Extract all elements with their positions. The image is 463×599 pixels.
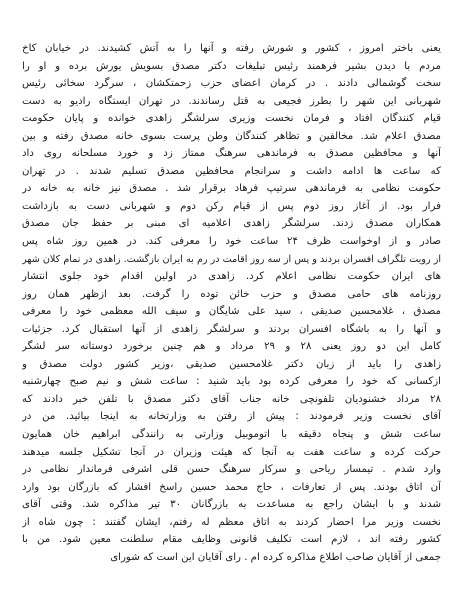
paragraph-line: ازکسانی که خود را معرفی کرده بود باید شنید : ساعت شش و نیم صبح چهارشنبه [22, 376, 441, 388]
paragraph-line: از رویت تلگراف افسران بردند و پس از سه روز اقامت در رم به ایران بازگشت. زاهدی در تمام کلان شهر [22, 253, 441, 265]
paragraph-line: ۲۸ مرداد خشنودیان تلفونچی خانه جناب آقای دکتر مصدق با تلفن خبر دادند که [22, 393, 441, 405]
paragraph-line: وارد شدم . تیمسار ریاحی و سرکار سرهنگ حسن قلی اشرفی فرماندار نظامی در [22, 464, 441, 476]
paragraph-line: آقای نخست وزیر فرمودند : پیش از رفتن به وزارتخانه به اینجا بیائید. من در [22, 411, 441, 423]
paragraph-line: جمعی از آقایان صاحب اطلاع مذاکره کرده ام . رای آقایان این است که شورای [110, 551, 441, 563]
paragraph-line: کشور رفته اند ، لازم است تکلیف قانونی وظایف مقام سلطنت معین شود. من با [22, 534, 441, 546]
paragraph-line: شدند و با ایشان راجع به مساعدت به بازرگانان ۳۰ تیر مذاکره شد. وقتی آقای [22, 499, 441, 511]
paragraph-line: شهربانی این شهر را بطرز فجیعی به قتل رساندند. در تهران ایستگاه رادیو به دست [22, 95, 441, 107]
paragraph-line: و آنها را به باشگاه افسران بردند و سرلشگر زاهدی از آنها استقبال کرد. جزئیات [22, 323, 441, 335]
paragraph-line: ساعت شش و پنجاه دقیقه با اتوموبیل وزارتی به رانندگی ابراهیم خان همایون [22, 429, 441, 441]
paragraph-line: حرکت کرده و ساعت هفت به آنجا که هیئت وزیران در آنجا تشکیل جلسه میدهند [22, 446, 441, 458]
paragraph-line: آن اتاق بودند. پس از تعارفات ، حاج محمد حسین راسخ افشار که بازرگان بود وارد [22, 481, 441, 493]
paragraph-line: فرار بود. از آغاز روز دوم پس از قیام رکن دوم و شهربانی دست به بازداشت [22, 200, 441, 212]
paragraph-line: زاهدی را باید از زبان دکتر غلامحسین صدیقی ،وزیر کشور دولت مصدق و [22, 358, 441, 370]
paragraph-line: صادر و از اوخواست ظرف ۲۴ ساعت خود را معرفی کند. در همین روز شاه پس [22, 236, 441, 248]
paragraph-line: کامل این دو روز یعنی ۲۸ و ۲۹ مرداد و هم چنین برخورد دوستانه سر لشگر [22, 341, 441, 353]
paragraph-line: سخت گوشمالی دادند . در کرمان اعضای حزب زحمتکشان ، سرگرد سخائی رئیس [22, 78, 441, 90]
document-body [22, 40, 441, 566]
paragraph-line: همکاران مصدق زدند. سرلشگر زاهدی اعلامیه ای مبنی بر حفظ جان مصدق [22, 218, 441, 230]
paragraph-line: یعنی باختر امروز ، کشور و شورش رفته و آنها را به آتش کشیدند. در خیابان کاخ [22, 43, 441, 54]
paragraph-line: روزنامه های حامی مصدق و حزب خائن توده را گرفت. بعد ازظهر همان روز [22, 288, 441, 300]
paragraph-line: قیام کنندگان افتاد و فرمان نخست وزیری سرلشگر زاهدی خوانده و پایان حکومت [22, 113, 441, 125]
paragraph-line: های ایران حکومت نظامی اعلام کرد. زاهدی در اولین اقدام خود جلوی انتشار [22, 271, 441, 283]
paragraph-line: نخست وزیر مرا احضار کردند به اتاق معظم له رفتم، ایشان گفتند : چون شاه از [22, 516, 441, 528]
paragraph-line: مردم با دیدن بشیر فرهمند رئیس تبلیغات دکتر مصدق بسویش یورش برده و او را [22, 60, 441, 72]
paragraph-line: حکومت نظامی به فرماندهی سرتیپ فرهاد برقرار شد . مصدق نیز خانه به خانه در [22, 183, 441, 195]
paragraph-line: که ساعت ها ادامه داشت و سرانجام محافظین مصدق تسلیم شدند . در تهران [22, 165, 441, 177]
paragraph-line: مصدق اعلام شد. مخالفین و تظاهر کنندگان وطن پرست بسوی خانه مصدق رفته و بین [22, 130, 441, 142]
paragraph-line: مصدق ، غلامحسین صدیقی ، سید علی شایگان و سیف الله معظمی خود را معرفی [22, 306, 441, 318]
paragraph-line: آنها و محافظین مصدق به فرماندهی سرهنگ ممتاز زد و خورد مسلحانه روی داد [22, 148, 441, 160]
